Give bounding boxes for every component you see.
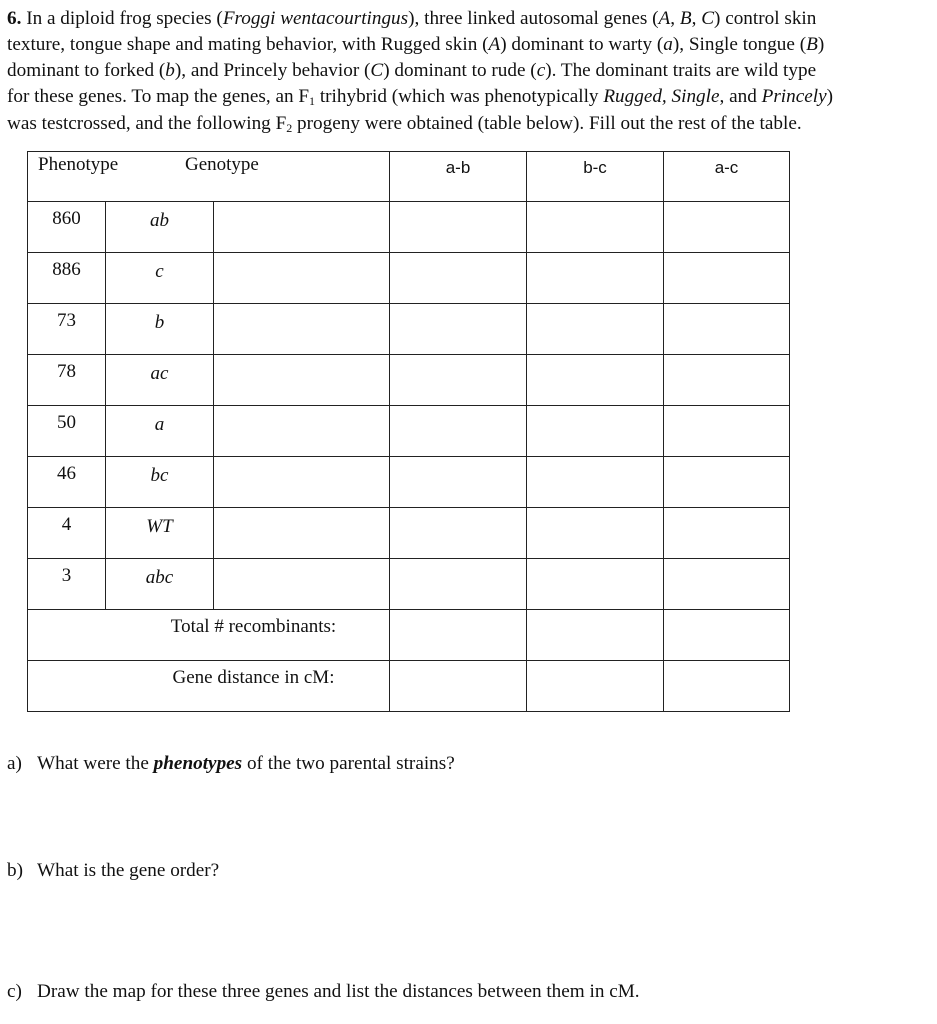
a-b-cell[interactable] (390, 202, 527, 253)
genotype-cell[interactable] (214, 355, 390, 406)
problem-line-5-run-2: progeny were obtained (table below). Fill out the rest of the table. (292, 113, 802, 134)
problem-line-3-run-3: C (370, 60, 384, 81)
problem-line-3 (7, 58, 932, 84)
count-value: 50 (57, 412, 76, 433)
header-a-b (390, 152, 527, 202)
question-a-text (37, 753, 455, 774)
problem-line-1-run-3: ), three linked autosomal genes ( (408, 8, 659, 29)
b-c-cell[interactable] (527, 202, 664, 253)
count-value: 46 (57, 463, 76, 484)
a-b-cell[interactable] (390, 508, 527, 559)
phenotype-value: WT (146, 516, 173, 537)
genotype-cell[interactable] (214, 406, 390, 457)
problem-line-2-run-2: ) dominant to warty ( (500, 34, 664, 55)
problem-line-2-run-1: A (488, 34, 501, 55)
total-recombinants-label: Total # recombinants: (170, 616, 337, 637)
b-c-cell[interactable] (527, 508, 664, 559)
count-cell (28, 406, 106, 457)
genotype-cell[interactable] (214, 304, 390, 355)
header-a-b-label: a-b (445, 158, 471, 177)
data-table (27, 151, 790, 712)
table-row (28, 559, 790, 610)
a-c-cell[interactable] (664, 406, 790, 457)
problem-line-4-run-2: trihybrid (which was phenotypically (315, 86, 604, 107)
phenotype-value: ac (150, 363, 169, 384)
problem-line-4 (7, 84, 932, 111)
question-b-text: What is the gene order? (37, 860, 220, 881)
header-genotype: Genotype (185, 154, 259, 175)
gene-distance-row (28, 661, 790, 712)
phenotype-cell (106, 508, 214, 559)
count-value: 860 (52, 208, 81, 229)
problem-line-4-run-1: 1 (309, 94, 316, 108)
gene-distance-a-b[interactable] (390, 661, 527, 712)
question-a-run-2: of the two parental strains? (242, 753, 455, 774)
problem-line-2 (7, 32, 932, 58)
genotype-cell[interactable] (214, 253, 390, 304)
problem-line-1-run-6: B (679, 8, 692, 29)
count-cell (28, 304, 106, 355)
question-b-label: b) (7, 860, 23, 881)
total-recombinants-row (28, 610, 790, 661)
count-cell (28, 508, 106, 559)
count-cell (28, 355, 106, 406)
problem-line-1 (7, 6, 932, 32)
phenotype-value: c (155, 261, 164, 282)
problem-line-1-run-9: ) control skin (714, 8, 817, 29)
count-value: 3 (61, 565, 72, 586)
problem-line-1-run-7: , (691, 8, 702, 29)
problem-line-3-run-2: ), and Princely behavior ( (174, 60, 371, 81)
b-c-cell[interactable] (527, 253, 664, 304)
gene-distance-a-c[interactable] (664, 661, 790, 712)
a-b-cell[interactable] (390, 355, 527, 406)
phenotype-value: a (154, 414, 165, 435)
header-phenotype: Phenotype (38, 154, 119, 175)
total-recombinants-label-cell (28, 610, 390, 661)
question-a-label: a) (7, 753, 22, 774)
question-a-run-1: phenotypes (153, 753, 243, 774)
a-c-cell[interactable] (664, 202, 790, 253)
phenotype-value: bc (150, 465, 169, 486)
question-b (7, 860, 219, 882)
problem-line-1-run-5: , (670, 8, 680, 29)
header-a-c-label: a-c (714, 158, 739, 177)
b-c-cell[interactable] (527, 457, 664, 508)
table-row (28, 406, 790, 457)
problem-line-1-run-1: In a diploid frog species ( (21, 8, 223, 29)
total-recombinants-a-b[interactable] (390, 610, 527, 661)
phenotype-value: ab (150, 210, 169, 231)
problem-line-2-run-5: B (806, 34, 818, 55)
problem-line-5-run-0: was testcrossed, and the following F (7, 113, 287, 134)
problem-line-4-run-0: for these genes. To map the genes, an F (7, 86, 310, 107)
phenotype-cell (106, 406, 214, 457)
problem-line-5-run-1: 2 (286, 121, 293, 135)
a-c-cell[interactable] (664, 559, 790, 610)
gene-distance-label-cell (28, 661, 390, 712)
problem-line-4-run-6: ) (826, 86, 833, 107)
problem-line-1-run-8: C (701, 8, 715, 29)
question-c-text: Draw the map for these three genes and list the distances between them in cM. (37, 981, 640, 1002)
phenotype-value: b (154, 312, 165, 333)
problem-line-3-run-6: ). The dominant traits are wild type (545, 60, 817, 81)
a-c-cell[interactable] (664, 355, 790, 406)
table-row (28, 355, 790, 406)
b-c-cell[interactable] (527, 559, 664, 610)
phenotype-value: abc (145, 567, 174, 588)
table-row (28, 253, 790, 304)
a-c-cell[interactable] (664, 253, 790, 304)
genotype-cell[interactable] (214, 508, 390, 559)
table-header-row (28, 152, 790, 202)
count-value: 73 (57, 310, 76, 331)
header-cell-phenotype-genotype (28, 152, 390, 202)
header-b-c-label: b-c (583, 158, 607, 177)
problem-line-2-run-0: texture, tongue shape and mating behavior, with Rugged skin ( (7, 34, 489, 55)
problem-line-1-run-0: 6. (7, 8, 22, 29)
header-b-c (527, 152, 664, 202)
count-cell (28, 559, 106, 610)
problem-line-3-run-4: ) dominant to rude ( (383, 60, 537, 81)
question-c (7, 981, 640, 1003)
genotype-cell[interactable] (214, 559, 390, 610)
phenotype-cell (106, 253, 214, 304)
table-row (28, 457, 790, 508)
b-c-cell[interactable] (527, 406, 664, 457)
phenotype-cell (106, 202, 214, 253)
genotype-cell[interactable] (214, 202, 390, 253)
count-cell (28, 253, 106, 304)
table-row (28, 304, 790, 355)
problem-line-1-run-2: Froggi wentacourtingus (222, 8, 409, 29)
count-value: 886 (52, 259, 81, 280)
a-b-cell[interactable] (390, 457, 527, 508)
phenotype-cell (106, 559, 214, 610)
problem-statement (7, 6, 932, 138)
problem-line-4-run-4: , and (719, 86, 762, 107)
question-c-label: c) (7, 981, 22, 1002)
problem-line-5 (7, 111, 932, 138)
a-b-cell[interactable] (390, 304, 527, 355)
problem-line-3-run-1: b (165, 60, 175, 81)
problem-line-4-run-5: Princely (761, 86, 827, 107)
phenotype-cell (106, 457, 214, 508)
problem-line-3-run-0: dominant to forked ( (7, 60, 166, 81)
total-recombinants-a-c[interactable] (664, 610, 790, 661)
problem-line-4-run-3: Rugged, Single (603, 86, 720, 107)
question-a (7, 753, 455, 775)
count-value: 78 (57, 361, 76, 382)
problem-line-2-run-4: ), Single tongue ( (672, 34, 807, 55)
table-row (28, 202, 790, 253)
b-c-cell[interactable] (527, 355, 664, 406)
count-cell (28, 202, 106, 253)
problem-line-2-run-3: a (663, 34, 673, 55)
a-c-cell[interactable] (664, 508, 790, 559)
table-row (28, 508, 790, 559)
a-b-cell[interactable] (390, 406, 527, 457)
a-c-cell[interactable] (664, 457, 790, 508)
b-c-cell[interactable] (527, 304, 664, 355)
a-b-cell[interactable] (390, 253, 527, 304)
problem-line-3-run-5: c (536, 60, 546, 81)
gene-distance-b-c[interactable] (527, 661, 664, 712)
phenotype-cell (106, 355, 214, 406)
problem-line-2-run-6: ) (817, 34, 825, 55)
problem-line-1-run-4: A (658, 8, 671, 29)
count-value: 4 (61, 514, 72, 535)
gene-distance-label: Gene distance in cM: (172, 667, 335, 688)
genotype-cell[interactable] (214, 457, 390, 508)
count-cell (28, 457, 106, 508)
question-a-run-0: What were the (37, 753, 154, 774)
a-c-cell[interactable] (664, 304, 790, 355)
a-b-cell[interactable] (390, 559, 527, 610)
total-recombinants-b-c[interactable] (527, 610, 664, 661)
header-a-c (664, 152, 790, 202)
phenotype-cell (106, 304, 214, 355)
